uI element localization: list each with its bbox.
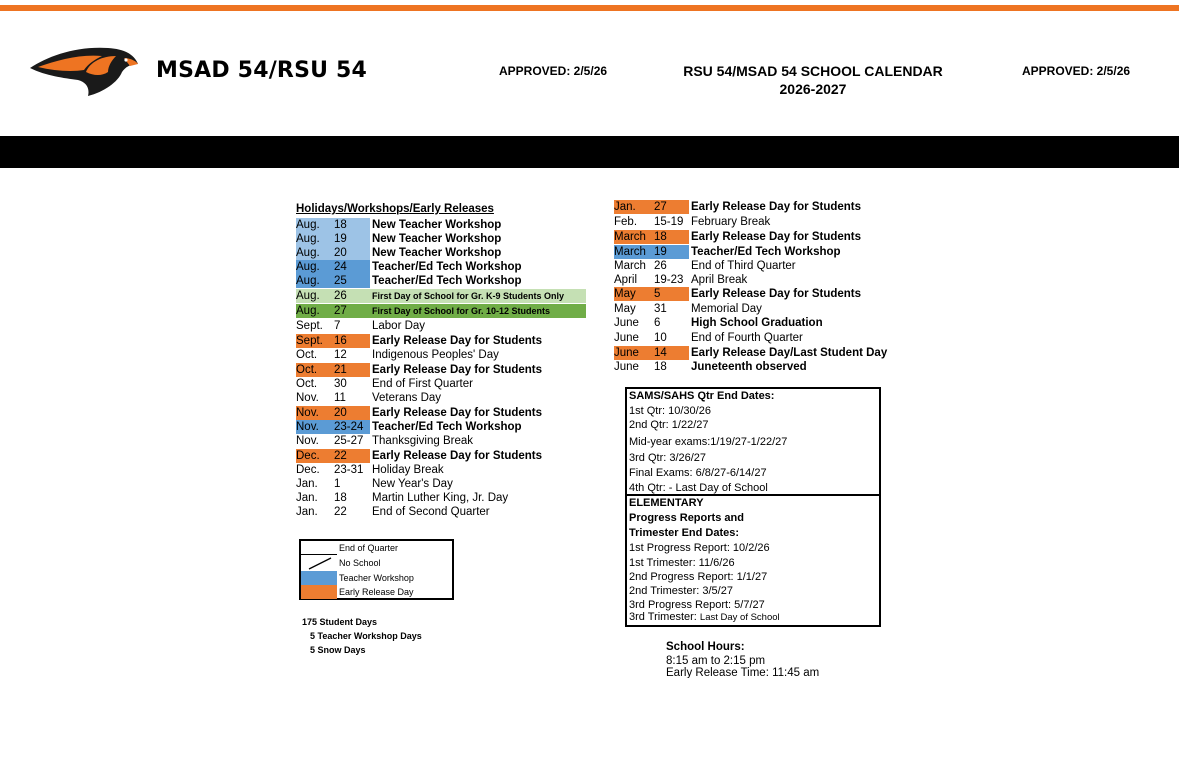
event-month: Nov. <box>296 421 319 433</box>
event-row <box>296 377 586 391</box>
event-day: 16 <box>334 335 347 347</box>
event-row <box>614 360 914 374</box>
event-month: Feb. <box>614 216 638 228</box>
event-month: Aug. <box>296 247 320 259</box>
event-description: Teacher/Ed Tech Workshop <box>372 261 522 273</box>
early-release-swatch <box>301 585 337 599</box>
hawk-logo <box>28 42 140 98</box>
event-day: 27 <box>654 201 667 213</box>
event-row <box>296 477 586 491</box>
event-row <box>614 245 914 259</box>
event-day: 20 <box>334 407 347 419</box>
legend-label: Teacher Workshop <box>339 573 414 583</box>
calendar-year: 2026-2027 <box>779 81 847 97</box>
event-row <box>296 334 586 348</box>
event-month: Jan. <box>614 201 636 213</box>
event-day: 19-23 <box>654 274 684 286</box>
event-row <box>296 260 586 274</box>
event-description: First Day of School for Gr. 10-12 Students <box>372 306 551 316</box>
event-day: 26 <box>334 290 347 302</box>
no-school-slash-icon <box>301 556 337 570</box>
event-day: 21 <box>334 364 347 376</box>
event-description: Early Release Day/Last Student Day <box>691 347 888 359</box>
event-row <box>296 246 586 260</box>
event-day: 12 <box>334 349 347 361</box>
event-day: 15-19 <box>654 216 684 228</box>
event-day: 6 <box>654 317 661 329</box>
event-day: 7 <box>334 320 341 332</box>
org-name: MSAD 54/RSU 54 <box>156 58 368 83</box>
event-row <box>296 449 586 463</box>
event-description: New Teacher Workshop <box>372 233 502 245</box>
black-banner <box>0 136 1179 168</box>
event-month: June <box>614 361 639 373</box>
event-day: 11 <box>334 392 346 404</box>
event-row <box>296 274 586 288</box>
event-month: Nov. <box>296 435 319 447</box>
event-month: Nov. <box>296 392 319 404</box>
event-description: Early Release Day for Students <box>691 231 862 243</box>
event-description: February Break <box>691 216 771 228</box>
q2-end: 2nd Qtr: 1/22/27 <box>629 419 709 431</box>
event-description: Juneteenth observed <box>691 361 807 373</box>
midyear-exams: Mid-year exams:1/19/27-1/22/27 <box>629 436 788 448</box>
legend-label: End of Quarter <box>339 543 399 553</box>
calendar-title-text: RSU 54/MSAD 54 SCHOOL CALENDAR <box>683 63 943 79</box>
legend-box <box>299 539 454 600</box>
event-description: Teacher/Ed Tech Workshop <box>372 275 522 287</box>
event-day: 19 <box>334 233 347 245</box>
event-month: June <box>614 332 639 344</box>
event-description: Thanksgiving Break <box>372 435 473 447</box>
event-description: High School Graduation <box>691 317 823 329</box>
event-description: End of Second Quarter <box>372 506 490 518</box>
legend-teacher-workshop <box>301 571 452 585</box>
event-day: 22 <box>334 506 347 518</box>
end-of-quarter-swatch <box>301 541 337 555</box>
event-month: Aug. <box>296 275 320 287</box>
event-row <box>296 491 586 505</box>
progress-report-2: 2nd Progress Report: 1/1/27 <box>629 571 768 583</box>
event-month: Aug. <box>296 261 320 273</box>
school-hours-heading: School Hours: <box>666 641 745 653</box>
event-month: Oct. <box>296 378 318 390</box>
teacher-workshop-swatch <box>301 571 337 585</box>
legend-label: No School <box>339 558 381 568</box>
event-day: 25-27 <box>334 435 364 447</box>
event-row <box>614 316 914 330</box>
event-row <box>296 420 586 434</box>
legend-label: Early Release Day <box>339 587 414 597</box>
event-row <box>296 218 586 232</box>
event-day: 5 <box>654 288 661 300</box>
event-description: First Day of School for Gr. K-9 Students Only <box>372 291 565 301</box>
event-description: Early Release Day for Students <box>372 335 543 347</box>
elementary-subheading-2: Trimester End Dates: <box>629 527 740 539</box>
event-description: End of First Quarter <box>372 378 473 390</box>
event-day: 22 <box>334 450 347 462</box>
event-month: Aug. <box>296 233 320 245</box>
event-month: March <box>614 246 646 258</box>
event-description: Early Release Day for Students <box>372 407 543 419</box>
event-description: New Year's Day <box>372 478 453 490</box>
q4-end: 4th Qtr: - Last Day of School <box>629 482 768 494</box>
student-days-total: 175 Student Days <box>302 617 378 627</box>
event-day: 25 <box>334 275 347 287</box>
event-day: 10 <box>654 332 667 344</box>
event-month: June <box>614 317 639 329</box>
event-row <box>296 406 586 420</box>
event-day: 30 <box>334 378 347 390</box>
event-day: 18 <box>334 219 347 231</box>
event-row <box>296 319 586 333</box>
event-description: Early Release Day for Students <box>372 450 543 462</box>
event-description: Labor Day <box>372 320 426 332</box>
event-row <box>296 289 586 303</box>
event-description: End of Fourth Quarter <box>691 332 803 344</box>
event-description: April Break <box>691 274 748 286</box>
event-description: Early Release Day for Students <box>372 364 543 376</box>
event-day: 26 <box>654 260 667 272</box>
quarter-end-dates-box <box>625 387 881 627</box>
event-day: 18 <box>334 492 347 504</box>
event-day: 24 <box>334 261 347 273</box>
elementary-heading: ELEMENTARY <box>629 497 704 509</box>
event-description: New Teacher Workshop <box>372 219 502 231</box>
trimester-3-value: Last Day of School <box>699 612 780 623</box>
event-row <box>614 287 914 301</box>
final-exams: Final Exams: 6/8/27-6/14/27 <box>629 467 767 479</box>
trimester-2-end: 2nd Trimester: 3/5/27 <box>629 585 733 597</box>
early-release-time: Early Release Time: 11:45 am <box>666 667 820 678</box>
event-month: Nov. <box>296 407 319 419</box>
event-month: Jan. <box>296 492 318 504</box>
event-description: Teacher/Ed Tech Workshop <box>691 246 841 258</box>
event-description: End of Third Quarter <box>691 260 796 272</box>
event-day: 1 <box>334 478 341 490</box>
event-description: Holiday Break <box>372 464 444 476</box>
event-day: 27 <box>334 305 347 317</box>
holidays-heading: Holidays/Workshops/Early Releases <box>296 203 494 215</box>
calendar-title <box>660 62 966 98</box>
event-description: Veterans Day <box>372 392 442 404</box>
event-description: Early Release Day for Students <box>691 201 862 213</box>
event-month: Aug. <box>296 290 320 302</box>
event-day: 14 <box>654 347 667 359</box>
event-day: 18 <box>654 231 667 243</box>
event-row <box>296 348 586 362</box>
event-month: March <box>614 231 646 243</box>
event-month: Aug. <box>296 219 320 231</box>
event-row <box>614 230 914 244</box>
event-row <box>296 434 586 448</box>
snow-days-total: 5 Snow Days <box>310 645 366 655</box>
event-description: Teacher/Ed Tech Workshop <box>372 421 522 433</box>
event-month: June <box>614 347 639 359</box>
event-day: 23-24 <box>334 421 364 433</box>
early-release-time-clip <box>666 666 866 678</box>
event-month: Aug. <box>296 305 320 317</box>
event-row <box>296 232 586 246</box>
event-day: 19 <box>654 246 667 258</box>
event-month: Oct. <box>296 349 318 361</box>
event-description: Memorial Day <box>691 303 762 315</box>
event-month: May <box>614 288 636 300</box>
event-row <box>614 259 914 273</box>
event-row <box>296 363 586 377</box>
event-description: Early Release Day for Students <box>691 288 862 300</box>
legend-end-of-quarter <box>301 541 452 555</box>
q3-end: 3rd Qtr: 3/26/27 <box>629 452 707 464</box>
event-description: Indigenous Peoples' Day <box>372 349 499 361</box>
event-month: Sept. <box>296 320 323 332</box>
legend-no-school <box>301 556 452 570</box>
event-month: Jan. <box>296 478 318 490</box>
event-row <box>296 391 586 405</box>
event-description: Martin Luther King, Jr. Day <box>372 492 509 504</box>
event-day: 18 <box>654 361 667 373</box>
approved-date-left: APPROVED: 2/5/26 <box>499 64 608 78</box>
event-row <box>614 215 914 229</box>
progress-report-1: 1st Progress Report: 10/2/26 <box>629 542 770 554</box>
workshop-days-total: 5 Teacher Workshop Days <box>310 631 422 641</box>
event-month: Sept. <box>296 335 323 347</box>
event-row <box>614 331 914 345</box>
event-row <box>296 304 586 318</box>
event-row <box>296 463 586 477</box>
trimester-3-end <box>629 610 780 625</box>
top-orange-rule <box>0 5 1179 11</box>
event-row <box>614 273 914 287</box>
trimester-1-end: 1st Trimester: 11/6/26 <box>629 557 735 569</box>
event-row <box>614 200 914 214</box>
cut-off-row <box>296 518 526 521</box>
secondary-heading: SAMS/SAHS Qtr End Dates: <box>629 390 775 402</box>
trimester-3-label: 3rd Trimester: <box>629 611 700 623</box>
event-row <box>296 505 586 519</box>
event-month: Jan. <box>296 506 318 518</box>
event-month: March <box>614 260 646 272</box>
q1-end: 1st Qtr: 10/30/26 <box>629 405 711 417</box>
event-day: 31 <box>654 303 667 315</box>
event-month: Dec. <box>296 450 320 462</box>
event-row <box>614 302 914 316</box>
school-hours-time: 8:15 am to 2:15 pm <box>666 655 766 667</box>
elementary-subheading-1: Progress Reports and <box>629 512 744 524</box>
event-month: May <box>614 303 636 315</box>
legend-early-release <box>301 585 452 599</box>
event-month: April <box>614 274 638 286</box>
event-row <box>614 346 914 360</box>
event-day: 20 <box>334 247 347 259</box>
approved-date-right: APPROVED: 2/5/26 <box>1022 64 1131 78</box>
event-month: Oct. <box>296 364 318 376</box>
event-description: New Teacher Workshop <box>372 247 502 259</box>
progress-report-3: 3rd Progress Report: 5/7/27 <box>629 599 765 611</box>
event-month: Dec. <box>296 464 320 476</box>
event-day: 23-31 <box>334 464 364 476</box>
